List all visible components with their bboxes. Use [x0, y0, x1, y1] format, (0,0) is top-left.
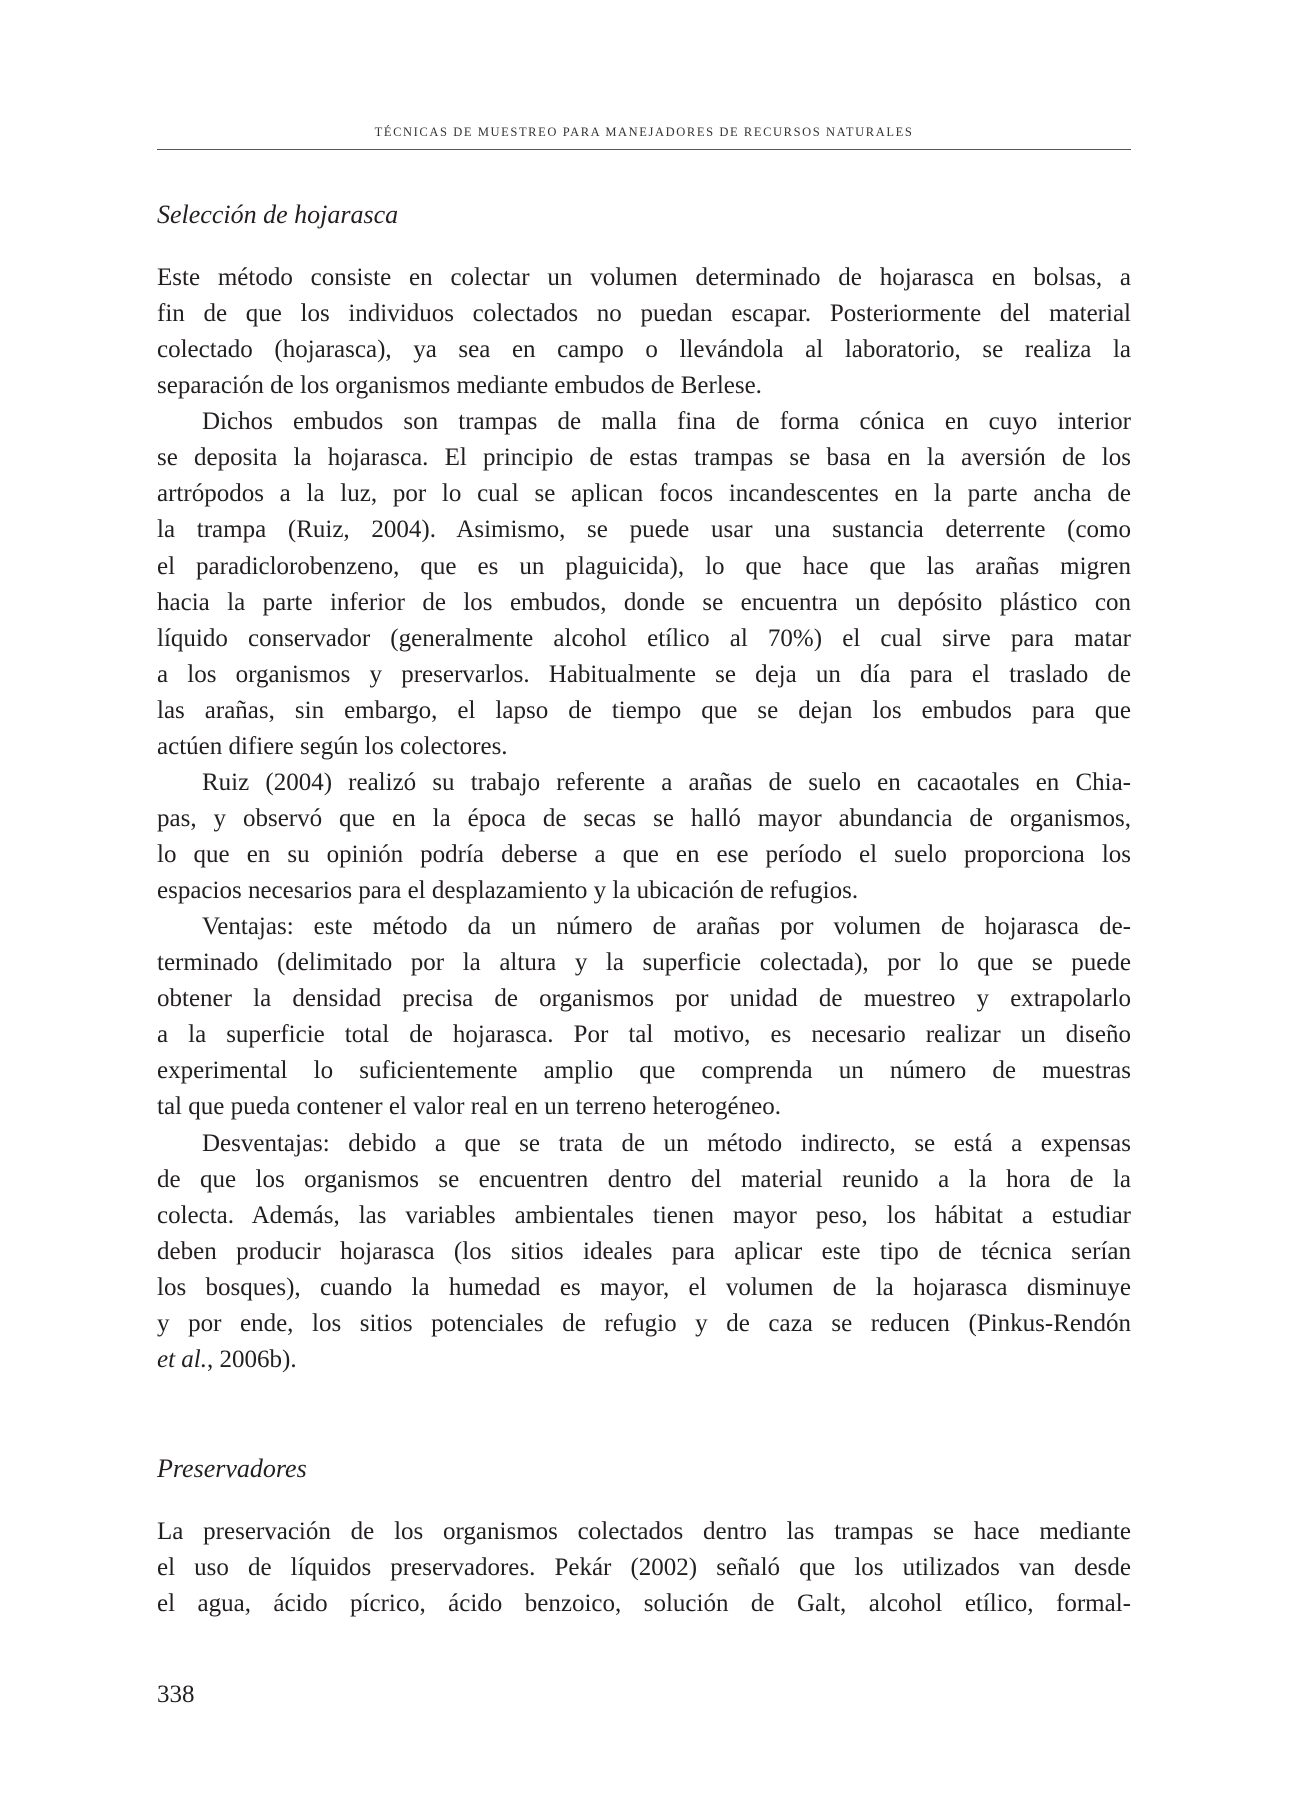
text-line: el agua, ácido pícrico, ácido benzoico, solución de Galt, alcohol etílico, formal- [157, 1590, 1131, 1618]
section-heading-seleccion: Selección de hojarasca [157, 200, 399, 229]
text-line: los bosques), cuando la humedad es mayor, el volumen de la hojarasca disminuye [157, 1273, 1131, 1301]
paragraph [157, 1126, 1131, 1378]
text-line: deben producir hojarasca (los sitios ideales para aplicar este tipo de técnica serían [157, 1237, 1131, 1265]
page-number: 338 [157, 1681, 195, 1708]
section-body-preservadores [157, 1514, 1131, 1622]
text-line: colectado (hojarasca), ya sea en campo o llevándola al laboratorio, se realiza la [157, 336, 1131, 364]
citation-year: , 2006b). [207, 1345, 297, 1373]
text-line: La preservación de los organismos colectados dentro las trampas se hace mediante [157, 1518, 1131, 1545]
text-line: terminado (delimitado por la altura y la superficie colectada), por lo que se puede [157, 949, 1131, 977]
text-line: pas, y observó que en la época de secas se halló mayor abundancia de organismos, [157, 804, 1131, 832]
text-line: y por ende, los sitios potenciales de refugio y de caza se reducen (Pinkus-Rendón [157, 1309, 1131, 1337]
text-line: actúen difiere según los colectores. [157, 732, 508, 760]
text-line: tal que pueda contener el valor real en un terreno heterogéneo. [157, 1093, 781, 1121]
paragraph [157, 1514, 1131, 1622]
text-line [157, 1342, 1131, 1378]
text-line: fin de que los individuos colectados no puedan escapar. Posteriormente del material [157, 300, 1131, 328]
text-line: artrópodos a la luz, por lo cual se aplican focos incandescentes en la parte ancha de [157, 480, 1131, 508]
text-line: de que los organismos se encuentren dentro del material reunido a la hora de la [157, 1165, 1131, 1193]
text-line: el uso de líquidos preservadores. Pekár (2002) señaló que los utilizados van desde [157, 1554, 1131, 1582]
text-line: colecta. Además, las variables ambientales tienen mayor peso, los hábitat a estudiar [157, 1201, 1131, 1229]
text-line: separación de los organismos mediante embudos de Berlese. [157, 372, 762, 400]
text-line: líquido conservador (generalmente alcohol etílico al 70%) el cual sirve para matar [157, 624, 1131, 652]
running-head: TÉCNICAS DE MUESTREO PARA MANEJADORES DE RECURSOS NATURALES [374, 125, 914, 139]
text-line: el paradiclorobenzeno, que es un plaguicida), lo que hace que las arañas migren [157, 552, 1131, 580]
text-line: Ruiz (2004) realizó su trabajo referente a arañas de suelo en cacaotales en Chia- [202, 768, 1131, 796]
text-line: experimental lo suficientemente amplio que comprenda un número de muestras [157, 1057, 1131, 1085]
paragraph [157, 909, 1131, 1125]
citation-italic: et al. [157, 1345, 207, 1373]
text-line: a los organismos y preservarlos. Habitualmente se deja un día para el traslado de [157, 660, 1131, 688]
text-line: hacia la parte inferior de los embudos, donde se encuentra un depósito plástico con [157, 588, 1131, 616]
text-line: Ventajas: este método da un número de arañas por volumen de hojarasca de- [202, 913, 1131, 941]
section-heading-preservadores: Preservadores [157, 1454, 307, 1483]
paragraph [157, 765, 1131, 909]
paragraph [157, 260, 1131, 404]
text-line: lo que en su opinión podría deberse a que en ese período el suelo proporciona los [157, 841, 1131, 868]
text-line: Desventajas: debido a que se trata de un método indirecto, se está a expensas [202, 1129, 1131, 1157]
text-line: se deposita la hojarasca. El principio de estas trampas se basa en la aversión de los [157, 444, 1131, 472]
paragraph [157, 404, 1131, 765]
section-body-seleccion [157, 260, 1131, 1378]
text-line: espacios necesarios para el desplazamiento y la ubicación de refugios. [157, 877, 859, 905]
text-line: la trampa (Ruiz, 2004). Asimismo, se puede usar una sustancia deterrente (como [157, 516, 1131, 544]
header-rule [157, 149, 1131, 150]
text-line: Dichos embudos son trampas de malla fina de forma cónica en cuyo interior [202, 408, 1131, 436]
text-line: Este método consiste en colectar un volumen determinado de hojarasca en bolsas, a [157, 264, 1131, 291]
text-line: obtener la densidad precisa de organismos por unidad de muestreo y extrapolarlo [157, 985, 1131, 1013]
text-line: a la superficie total de hojarasca. Por tal motivo, es necesario realizar un diseño [157, 1021, 1131, 1049]
text-line: las arañas, sin embargo, el lapso de tiempo que se dejan los embudos para que [157, 696, 1131, 724]
